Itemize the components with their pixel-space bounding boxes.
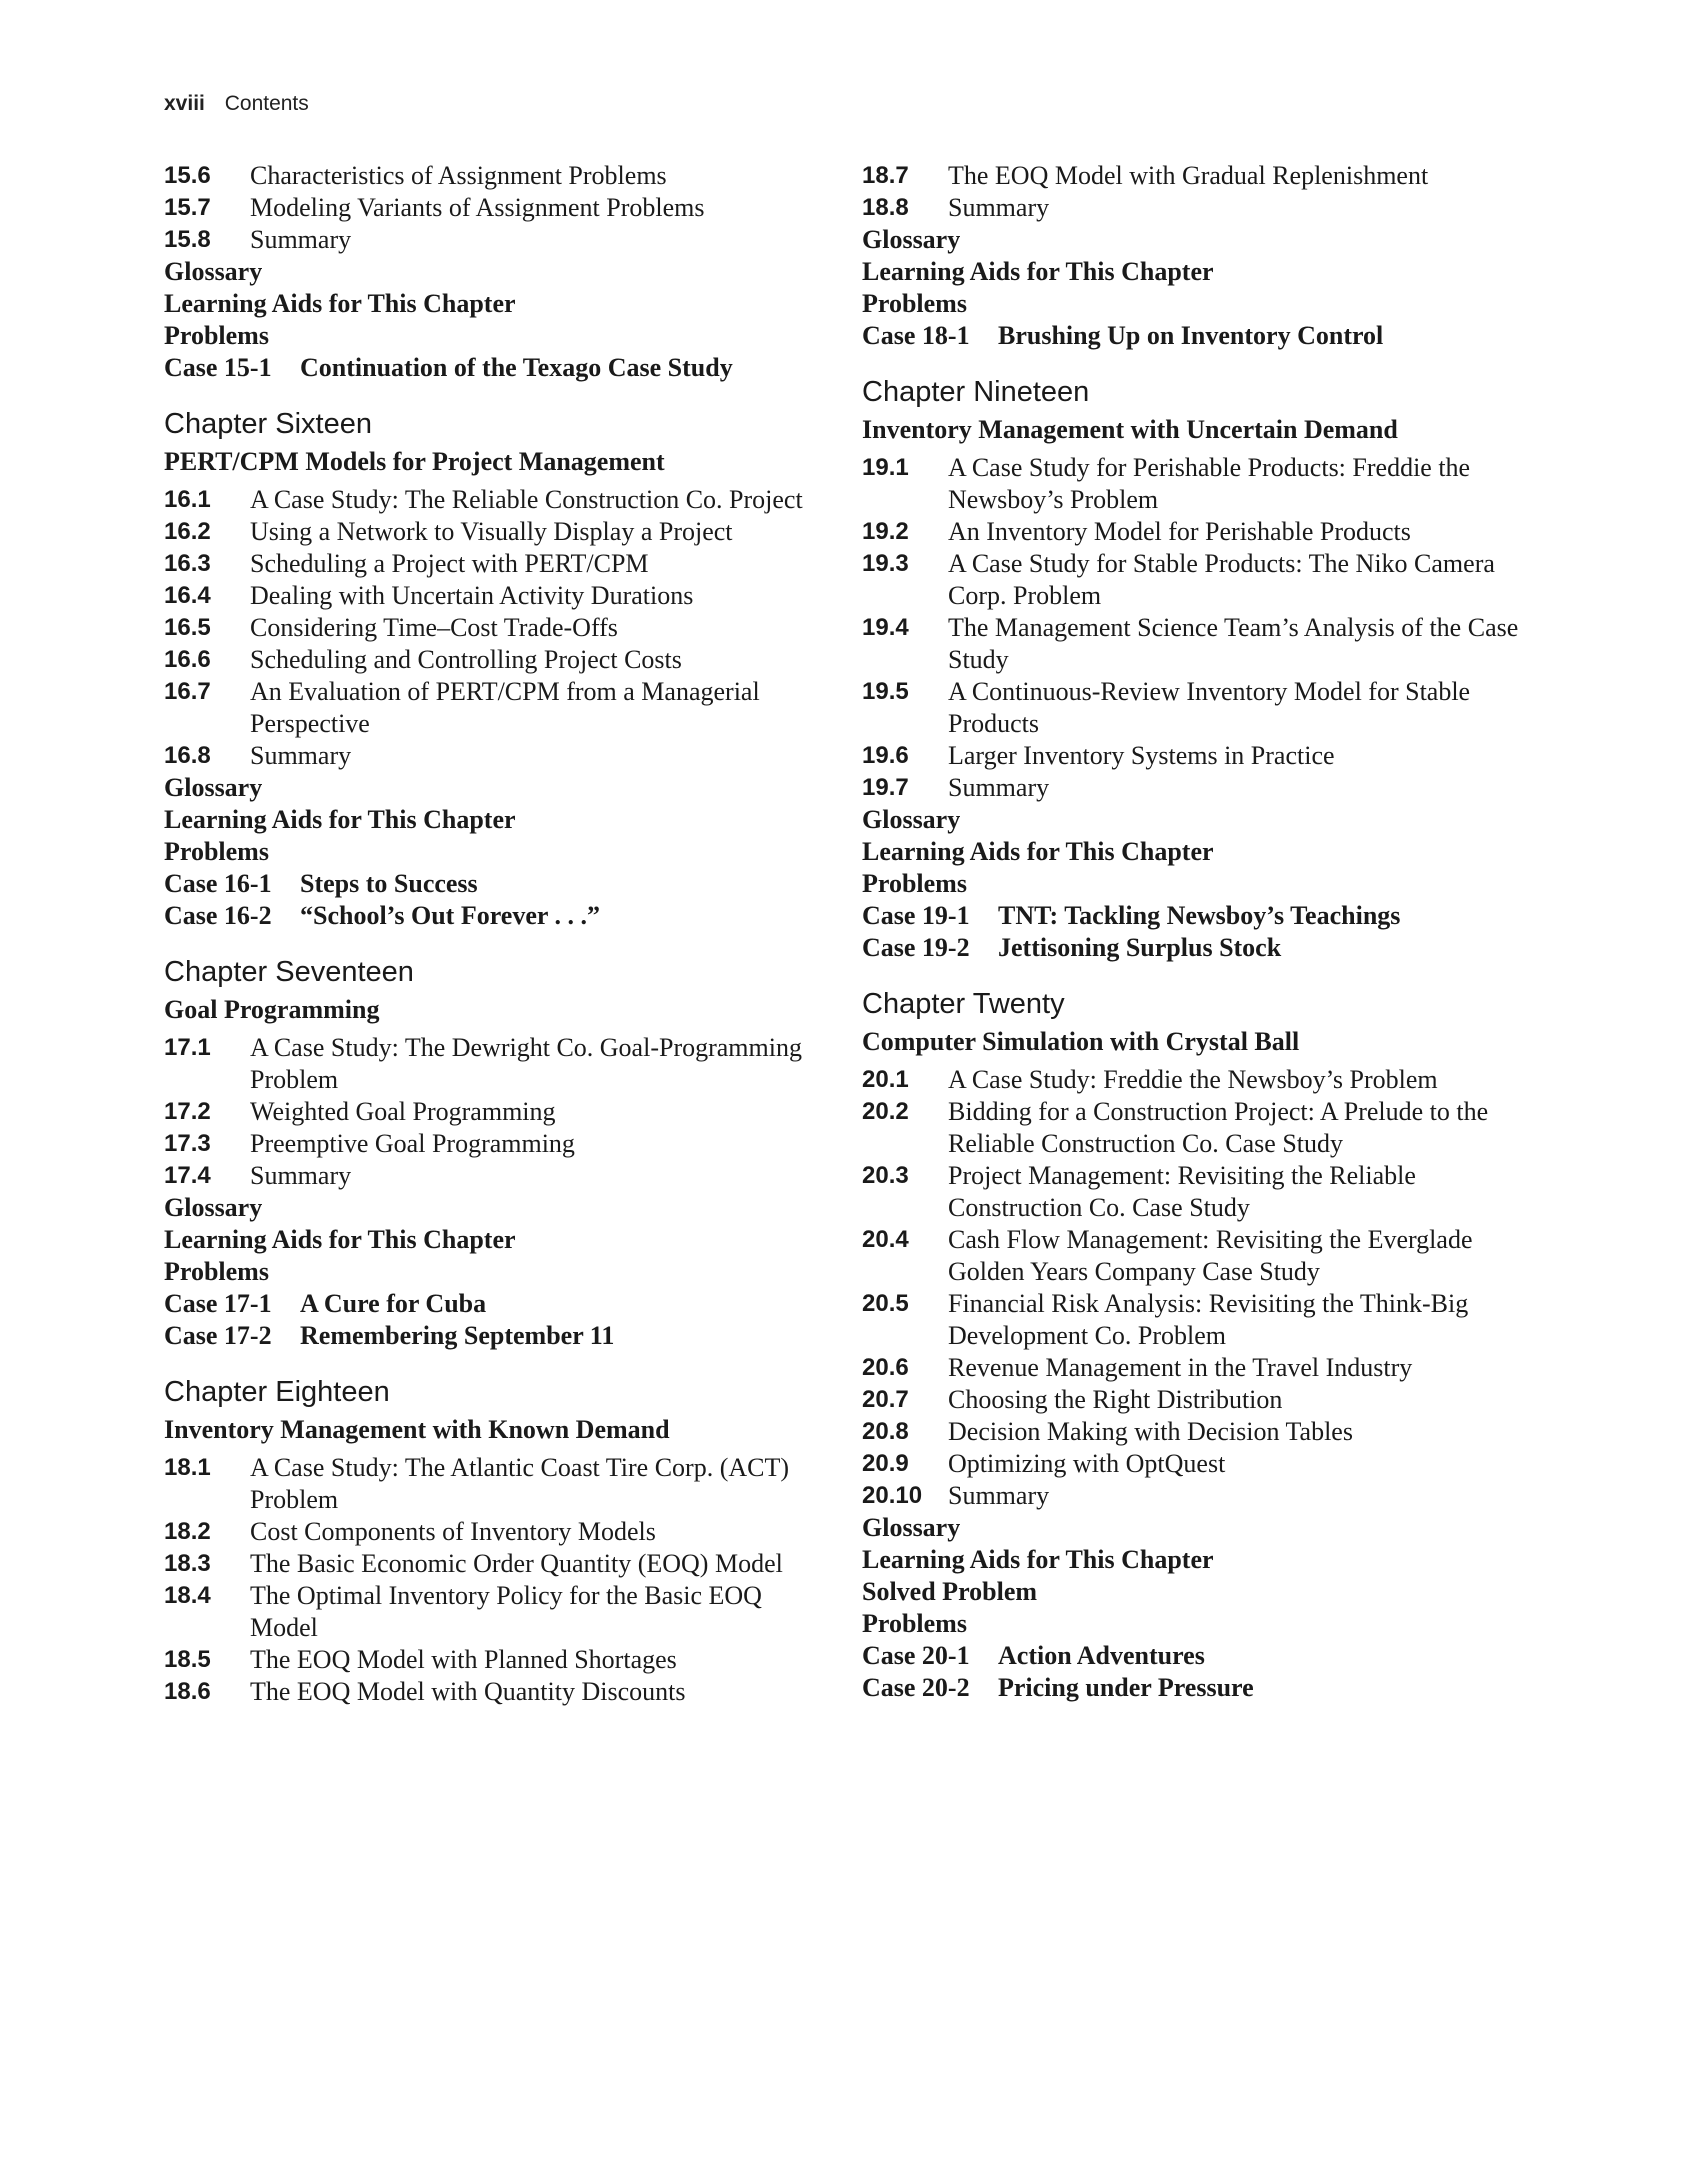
- section-number: 16.2: [164, 518, 211, 545]
- glossary-link[interactable]: Glossary: [862, 805, 961, 834]
- case-title: TNT: Tackling Newsboy’s Teachings: [998, 901, 1401, 930]
- glossary-link[interactable]: Glossary: [862, 1513, 961, 1542]
- case-title: Remembering September 11: [300, 1321, 615, 1350]
- toc-entry[interactable]: [164, 1548, 824, 1580]
- right-column: [862, 160, 1522, 1704]
- section-title: Summary: [948, 773, 1050, 802]
- section-number: 20.10: [862, 1482, 923, 1509]
- problems-link[interactable]: Problems: [862, 869, 967, 898]
- toc-entry[interactable]: [862, 772, 1522, 804]
- section-number: 16.3: [164, 550, 211, 577]
- toc-entry[interactable]: [862, 516, 1522, 548]
- section-number: 19.3: [862, 550, 909, 577]
- section-number: 19.2: [862, 518, 909, 545]
- toc-entry[interactable]: [862, 160, 1522, 192]
- section-title: Project Management: Revisiting the Reliable Construction Co. Case Study: [948, 1161, 1416, 1222]
- case-title: Continuation of the Texago Case Study: [300, 353, 733, 382]
- glossary-link[interactable]: Glossary: [862, 225, 961, 254]
- case-entry[interactable]: [862, 1640, 1522, 1672]
- case-number: Case 18-1: [862, 321, 970, 350]
- section-title: An Inventory Model for Perishable Products: [948, 517, 1411, 546]
- section-number: 20.6: [862, 1354, 909, 1381]
- case-number: Case 19-1: [862, 901, 970, 930]
- section-number: 20.1: [862, 1066, 909, 1093]
- case-number: Case 17-1: [164, 1289, 272, 1318]
- chapter-heading[interactable]: Chapter Seventeen: [164, 956, 414, 988]
- section-number: 19.7: [862, 774, 909, 801]
- section-title: A Case Study: The Atlantic Coast Tire Corp. (ACT) Problem: [250, 1453, 790, 1514]
- chapter-subtitle: Inventory Management with Uncertain Demand: [862, 415, 1398, 444]
- section-title: Optimizing with OptQuest: [948, 1449, 1226, 1478]
- section-number: 15.8: [164, 226, 211, 253]
- chapter-subtitle: Computer Simulation with Crystal Ball: [862, 1027, 1300, 1056]
- section-number: 20.8: [862, 1418, 909, 1445]
- section-title: The Management Science Team’s Analysis of the Case Study: [948, 613, 1519, 674]
- case-number: Case 16-1: [164, 869, 272, 898]
- problems-link[interactable]: Problems: [164, 837, 269, 866]
- section-title: Weighted Goal Programming: [250, 1097, 556, 1126]
- case-entry[interactable]: [164, 352, 824, 384]
- section-number: 18.5: [164, 1646, 211, 1673]
- section-number: 16.6: [164, 646, 211, 673]
- section-title: Bidding for a Construction Project: A Prelude to the Reliable Construction Co. Case Study: [948, 1097, 1489, 1158]
- section-number: 18.7: [862, 162, 909, 189]
- toc-entry[interactable]: [164, 1644, 824, 1676]
- case-title: “School’s Out Forever . . .”: [300, 901, 600, 930]
- toc-entry[interactable]: [164, 1128, 824, 1160]
- section-number: 20.5: [862, 1290, 909, 1317]
- section-number: 20.2: [862, 1098, 909, 1125]
- learning-aids-link[interactable]: Learning Aids for This Chapter: [862, 837, 1214, 866]
- section-number: 20.3: [862, 1162, 909, 1189]
- problems-link[interactable]: Problems: [862, 289, 967, 318]
- case-entry[interactable]: [862, 320, 1522, 352]
- section-title: The Optimal Inventory Policy for the Basic EOQ Model: [250, 1581, 762, 1642]
- learning-aids-link[interactable]: Learning Aids for This Chapter: [164, 1225, 516, 1254]
- section-title: Summary: [948, 193, 1050, 222]
- case-entry[interactable]: [164, 1288, 824, 1320]
- section-title: An Evaluation of PERT/CPM from a Managerial Perspective: [250, 677, 760, 738]
- toc-entry[interactable]: [862, 1384, 1522, 1416]
- toc-entry[interactable]: [862, 1160, 1522, 1224]
- toc-entry[interactable]: [164, 548, 824, 580]
- chapter-heading[interactable]: Chapter Twenty: [862, 988, 1065, 1020]
- case-title: Steps to Success: [300, 869, 478, 898]
- section-title: A Case Study: The Dewright Co. Goal-Programming Problem: [250, 1033, 802, 1094]
- section-title: A Case Study: The Reliable Construction Co. Project: [250, 485, 803, 514]
- section-title: Larger Inventory Systems in Practice: [948, 741, 1335, 770]
- section-number: 16.8: [164, 742, 211, 769]
- section-title: Cash Flow Management: Revisiting the Everglade Golden Years Company Case Study: [948, 1225, 1473, 1286]
- toc-entry[interactable]: [862, 452, 1522, 516]
- section-number: 15.7: [164, 194, 211, 221]
- case-entry[interactable]: [862, 932, 1522, 964]
- chapter-heading[interactable]: Chapter Sixteen: [164, 408, 372, 440]
- toc-entry[interactable]: [862, 1288, 1522, 1352]
- toc-entry[interactable]: [862, 1096, 1522, 1160]
- case-number: Case 16-2: [164, 901, 272, 930]
- section-number: 17.3: [164, 1130, 211, 1157]
- section-number: 16.4: [164, 582, 211, 609]
- case-number: Case 20-1: [862, 1641, 970, 1670]
- running-head-title: Contents: [224, 92, 309, 115]
- learning-aids-link[interactable]: Learning Aids for This Chapter: [862, 1545, 1214, 1574]
- section-title: Decision Making with Decision Tables: [948, 1417, 1353, 1446]
- section-title: A Case Study for Stable Products: The Niko Camera Corp. Problem: [948, 549, 1495, 610]
- case-title: Jettisoning Surplus Stock: [998, 933, 1282, 962]
- section-title: Considering Time–Cost Trade-Offs: [250, 613, 618, 642]
- section-title: Preemptive Goal Programming: [250, 1129, 575, 1158]
- problems-link[interactable]: Problems: [164, 1257, 269, 1286]
- section-number: 16.7: [164, 678, 211, 705]
- toc-entry[interactable]: [164, 1676, 824, 1708]
- toc-entry[interactable]: [862, 1480, 1522, 1512]
- section-number: 17.2: [164, 1098, 211, 1125]
- toc-entry[interactable]: [164, 612, 824, 644]
- toc-entry[interactable]: [862, 1416, 1522, 1448]
- section-number: 15.6: [164, 162, 211, 189]
- chapter-subtitle: Goal Programming: [164, 995, 380, 1024]
- toc-entry[interactable]: [164, 580, 824, 612]
- toc-entry[interactable]: [164, 1096, 824, 1128]
- case-number: Case 19-2: [862, 933, 970, 962]
- solved-problem-link[interactable]: Solved Problem: [862, 1577, 1038, 1606]
- toc-entry[interactable]: [164, 484, 824, 516]
- section-title: Characteristics of Assignment Problems: [250, 161, 667, 190]
- section-title: Summary: [250, 225, 352, 254]
- problems-link[interactable]: Problems: [862, 1609, 967, 1638]
- section-title: Modeling Variants of Assignment Problems: [250, 193, 705, 222]
- toc-entry[interactable]: [862, 192, 1522, 224]
- toc-entry[interactable]: [164, 1580, 824, 1644]
- toc-entry[interactable]: [164, 160, 824, 192]
- chapter-heading[interactable]: Chapter Nineteen: [862, 376, 1090, 408]
- toc-entry[interactable]: [862, 1352, 1522, 1384]
- glossary-link[interactable]: Glossary: [164, 773, 263, 802]
- toc-entry[interactable]: [164, 1452, 824, 1516]
- case-title: Action Adventures: [998, 1641, 1205, 1670]
- glossary-link[interactable]: Glossary: [164, 257, 263, 286]
- chapter-heading[interactable]: Chapter Eighteen: [164, 1376, 390, 1408]
- section-title: The EOQ Model with Planned Shortages: [250, 1645, 677, 1674]
- section-number: 16.5: [164, 614, 211, 641]
- toc-entry[interactable]: [862, 1448, 1522, 1480]
- case-number: Case 15-1: [164, 353, 272, 382]
- section-number: 17.1: [164, 1034, 211, 1061]
- case-title: Pricing under Pressure: [998, 1673, 1254, 1702]
- case-title: Brushing Up on Inventory Control: [998, 321, 1384, 350]
- toc-entry[interactable]: [164, 192, 824, 224]
- section-title: A Continuous-Review Inventory Model for Stable Products: [948, 677, 1471, 738]
- case-number: Case 20-2: [862, 1673, 970, 1702]
- case-entry[interactable]: [862, 1672, 1522, 1704]
- case-entry[interactable]: [164, 1320, 824, 1352]
- toc-entry[interactable]: [862, 740, 1522, 772]
- case-title: A Cure for Cuba: [300, 1289, 487, 1318]
- section-title: Choosing the Right Distribution: [948, 1385, 1283, 1414]
- toc-entry[interactable]: [862, 1064, 1522, 1096]
- section-number: 16.1: [164, 486, 211, 513]
- section-number: 18.2: [164, 1518, 211, 1545]
- learning-aids-link[interactable]: Learning Aids for This Chapter: [862, 257, 1214, 286]
- glossary-link[interactable]: Glossary: [164, 1193, 263, 1222]
- section-title: A Case Study: Freddie the Newsboy’s Problem: [948, 1065, 1438, 1094]
- left-column: [164, 160, 824, 1708]
- running-head: [164, 92, 309, 116]
- section-number: 19.1: [862, 454, 909, 481]
- page-number: xviii: [164, 92, 205, 115]
- section-title: Using a Network to Visually Display a Project: [250, 517, 733, 546]
- section-title: Scheduling and Controlling Project Costs: [250, 645, 682, 674]
- case-entry[interactable]: [862, 900, 1522, 932]
- section-title: Cost Components of Inventory Models: [250, 1517, 656, 1546]
- section-number: 17.4: [164, 1162, 211, 1189]
- toc-entry[interactable]: [164, 1160, 824, 1192]
- toc-entry[interactable]: [164, 224, 824, 256]
- toc-entry[interactable]: [164, 676, 824, 740]
- case-number: Case 17-2: [164, 1321, 272, 1350]
- section-number: 19.6: [862, 742, 909, 769]
- section-title: The EOQ Model with Gradual Replenishment: [948, 161, 1429, 190]
- toc-entry[interactable]: [164, 644, 824, 676]
- toc-entry[interactable]: [862, 548, 1522, 612]
- section-title: Summary: [948, 1481, 1050, 1510]
- section-title: The EOQ Model with Quantity Discounts: [250, 1677, 686, 1706]
- chapter-subtitle: PERT/CPM Models for Project Management: [164, 447, 665, 476]
- section-number: 20.9: [862, 1450, 909, 1477]
- section-title: The Basic Economic Order Quantity (EOQ) Model: [250, 1549, 783, 1578]
- section-title: A Case Study for Perishable Products: Freddie the Newsboy’s Problem: [948, 453, 1471, 514]
- section-number: 18.3: [164, 1550, 211, 1577]
- section-number: 18.1: [164, 1454, 211, 1481]
- case-entry[interactable]: [164, 868, 824, 900]
- section-number: 19.4: [862, 614, 909, 641]
- section-title: Revenue Management in the Travel Industry: [948, 1353, 1413, 1382]
- section-title: Dealing with Uncertain Activity Durations: [250, 581, 694, 610]
- chapter-subtitle: Inventory Management with Known Demand: [164, 1415, 670, 1444]
- toc-entry[interactable]: [164, 740, 824, 772]
- section-number: 18.4: [164, 1582, 211, 1609]
- problems-link[interactable]: Problems: [164, 321, 269, 350]
- toc-entry[interactable]: [164, 516, 824, 548]
- section-title: Summary: [250, 741, 352, 770]
- toc-entry[interactable]: [862, 1224, 1522, 1288]
- toc-entry[interactable]: [862, 676, 1522, 740]
- section-number: 18.8: [862, 194, 909, 221]
- section-title: Financial Risk Analysis: Revisiting the Think-Big Development Co. Problem: [948, 1289, 1469, 1350]
- section-number: 19.5: [862, 678, 909, 705]
- case-entry[interactable]: [164, 900, 824, 932]
- section-number: 18.6: [164, 1678, 211, 1705]
- learning-aids-link[interactable]: Learning Aids for This Chapter: [164, 805, 516, 834]
- section-title: Scheduling a Project with PERT/CPM: [250, 549, 649, 578]
- toc-entry[interactable]: [164, 1032, 824, 1096]
- toc-entry[interactable]: [862, 612, 1522, 676]
- section-number: 20.7: [862, 1386, 909, 1413]
- section-number: 20.4: [862, 1226, 909, 1253]
- section-title: Summary: [250, 1161, 352, 1190]
- toc-entry[interactable]: [164, 1516, 824, 1548]
- learning-aids-link[interactable]: Learning Aids for This Chapter: [164, 289, 516, 318]
